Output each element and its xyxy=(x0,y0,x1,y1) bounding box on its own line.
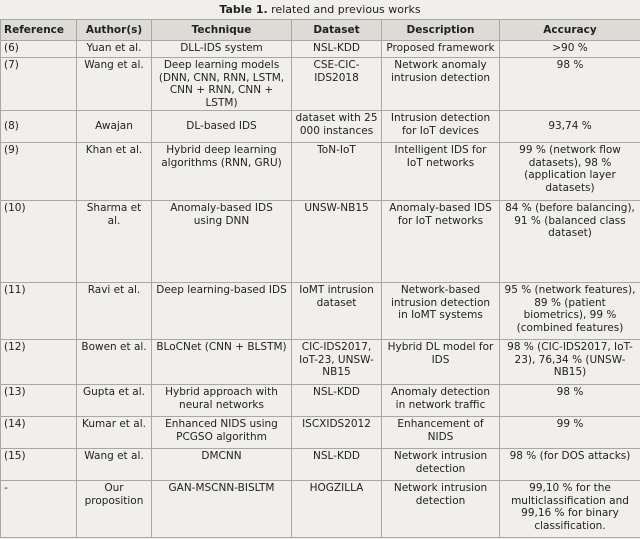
cell-technique: Hybrid approach with neural networks xyxy=(152,385,292,417)
cell-technique: Deep learning models (DNN, CNN, RNN, LSTM, CNN + RNN, CNN + LSTM) xyxy=(152,58,292,111)
cell-description: Anomaly detection in network traffic xyxy=(382,385,500,417)
cell-technique: DL-based IDS xyxy=(152,111,292,143)
cell-description: Network anomaly intrusion detection xyxy=(382,58,500,111)
cell-accuracy: 98 % (CIC-IDS2017, IoT-23), 76,34 % (UNSW-NB15) xyxy=(500,340,640,385)
cell-dataset: UNSW-NB15 xyxy=(292,201,382,283)
cell-author: Yuan et al. xyxy=(77,41,152,58)
table-row xyxy=(1,283,640,340)
cell-technique: Hybrid deep learning algorithms (RNN, GRU) xyxy=(152,143,292,201)
cell-author: Kumar et al. xyxy=(77,417,152,449)
cell-technique: BLoCNet (CNN + BLSTM) xyxy=(152,340,292,385)
header-row xyxy=(1,20,640,41)
table-row xyxy=(1,481,640,538)
table-row xyxy=(1,385,640,417)
table-row xyxy=(1,201,640,283)
cell-author: Wang et al. xyxy=(77,449,152,481)
cell-accuracy: 93,74 % xyxy=(500,111,640,143)
table-caption xyxy=(0,0,640,19)
cell-accuracy: 95 % (network features), 89 % (patient biometrics), 99 % (combined features) xyxy=(500,283,640,340)
cell-author: Gupta et al. xyxy=(77,385,152,417)
header-technique: Technique xyxy=(152,20,292,41)
cell-dataset: ToN-IoT xyxy=(292,143,382,201)
cell-description: Hybrid DL model for IDS xyxy=(382,340,500,385)
cell-dataset: CIC-IDS2017, IoT-23, UNSW-NB15 xyxy=(292,340,382,385)
cell-dataset: dataset with 25 000 instances xyxy=(292,111,382,143)
cell-author: Bowen et al. xyxy=(77,340,152,385)
header-description: Description xyxy=(382,20,500,41)
cell-reference: (11) xyxy=(1,283,77,340)
cell-reference: (12) xyxy=(1,340,77,385)
cell-dataset: IoMT intrusion dataset xyxy=(292,283,382,340)
cell-author: Khan et al. xyxy=(77,143,152,201)
cell-description: Network intrusion detection xyxy=(382,481,500,538)
header-reference: Reference xyxy=(1,20,77,41)
cell-author: Sharma et al. xyxy=(77,201,152,283)
cell-author: Our proposition xyxy=(77,481,152,538)
cell-accuracy: 98 % xyxy=(500,385,640,417)
cell-dataset: NSL-KDD xyxy=(292,449,382,481)
cell-dataset: HOGZILLA xyxy=(292,481,382,538)
cell-dataset: ISCXIDS2012 xyxy=(292,417,382,449)
header-authors: Author(s) xyxy=(77,20,152,41)
table-row xyxy=(1,58,640,111)
cell-description: Proposed framework xyxy=(382,41,500,58)
cell-description: Intelligent IDS for IoT networks xyxy=(382,143,500,201)
header-accuracy: Accuracy xyxy=(500,20,640,41)
cell-technique: Deep learning-based IDS xyxy=(152,283,292,340)
cell-description: Network intrusion detection xyxy=(382,449,500,481)
cell-accuracy: 99,10 % for the multiclassification and 99,16 % for binary classification. xyxy=(500,481,640,538)
cell-technique: GAN-MSCNN-BISLTM xyxy=(152,481,292,538)
cell-accuracy: 99 % (network flow datasets), 98 % (application layer datasets) xyxy=(500,143,640,201)
table-row xyxy=(1,111,640,143)
cell-reference: (8) xyxy=(1,111,77,143)
cell-accuracy: >90 % xyxy=(500,41,640,58)
caption-label: Table 1. xyxy=(219,3,268,16)
cell-technique: Anomaly-based IDS using DNN xyxy=(152,201,292,283)
cell-reference: (6) xyxy=(1,41,77,58)
cell-accuracy: 99 % xyxy=(500,417,640,449)
cell-technique: Enhanced NIDS using PCGSO algorithm xyxy=(152,417,292,449)
cell-reference: - xyxy=(1,481,77,538)
cell-description: Network-based intrusion detection in IoMT systems xyxy=(382,283,500,340)
table-row xyxy=(1,417,640,449)
cell-accuracy: 98 % xyxy=(500,58,640,111)
cell-reference: (15) xyxy=(1,449,77,481)
cell-description: Enhancement of NIDS xyxy=(382,417,500,449)
cell-author: Ravi et al. xyxy=(77,283,152,340)
table-row xyxy=(1,340,640,385)
table-row xyxy=(1,449,640,481)
cell-technique: DLL-IDS system xyxy=(152,41,292,58)
related-works-table xyxy=(0,19,640,538)
cell-reference: (13) xyxy=(1,385,77,417)
caption-text: related and previous works xyxy=(267,3,421,16)
cell-accuracy: 98 % (for DOS attacks) xyxy=(500,449,640,481)
cell-description: Intrusion detection for IoT devices xyxy=(382,111,500,143)
cell-technique: DMCNN xyxy=(152,449,292,481)
cell-dataset: CSE-CIC-IDS2018 xyxy=(292,58,382,111)
table-row xyxy=(1,41,640,58)
cell-author: Awajan xyxy=(77,111,152,143)
cell-description: Anomaly-based IDS for IoT networks xyxy=(382,201,500,283)
cell-reference: (7) xyxy=(1,58,77,111)
cell-reference: (9) xyxy=(1,143,77,201)
cell-reference: (14) xyxy=(1,417,77,449)
cell-reference: (10) xyxy=(1,201,77,283)
header-dataset: Dataset xyxy=(292,20,382,41)
cell-accuracy: 84 % (before balancing), 91 % (balanced class dataset) xyxy=(500,201,640,283)
cell-dataset: NSL-KDD xyxy=(292,41,382,58)
table-row xyxy=(1,143,640,201)
cell-dataset: NSL-KDD xyxy=(292,385,382,417)
cell-author: Wang et al. xyxy=(77,58,152,111)
